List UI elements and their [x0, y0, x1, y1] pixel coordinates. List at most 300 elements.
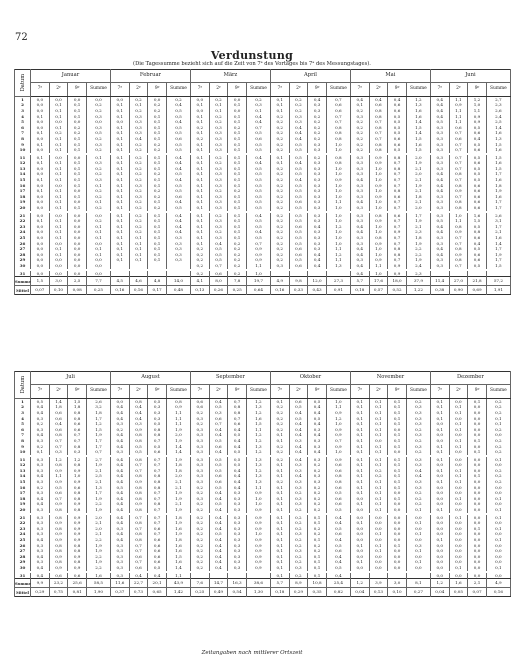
value-cell: 0,2 [110, 427, 129, 433]
daily-sum-cell: 2,1 [406, 166, 430, 172]
daily-sum-cell: 0,4 [406, 474, 430, 480]
value-cell: 0,0 [449, 537, 468, 543]
value-cell: 0,2 [289, 537, 308, 543]
value-cell: 0,1 [388, 463, 407, 469]
value-cell: 0,2 [129, 161, 148, 167]
value-cell: 0,1 [190, 230, 209, 236]
value-cell: 0,4 [289, 410, 308, 416]
value-cell: 0,0 [31, 108, 50, 114]
value-cell: 0,5 [209, 463, 228, 469]
value-cell: 0,0 [49, 183, 68, 189]
value-cell: 0,4 [110, 537, 129, 543]
value-cell: 0,7 [129, 463, 148, 469]
value-cell: 0,2 [350, 119, 369, 125]
day-number: 14 [15, 172, 31, 178]
value-cell: 0,3 [110, 526, 129, 532]
value-cell: 0,3 [289, 565, 308, 571]
value-cell: 0,1 [369, 410, 388, 416]
daily-sum-cell: 0,9 [246, 537, 270, 543]
daily-sum-cell: 1,0 [246, 532, 270, 538]
month-header: Januar [31, 70, 111, 83]
value-cell: 0,1 [49, 235, 68, 241]
value-cell: 0,0 [31, 213, 50, 219]
value-cell: 0,0 [430, 515, 449, 521]
daily-sum-cell: 0,1 [406, 548, 430, 554]
value-cell: 0,3 [228, 565, 247, 571]
value-cell: 0,1 [110, 194, 129, 200]
value-cell: 0,0 [350, 537, 369, 543]
sum-cell: 4,1 [190, 277, 209, 286]
value-cell: 0,1 [110, 252, 129, 258]
day-number: 30 [15, 263, 31, 269]
value-cell: 0,1 [110, 103, 129, 109]
daily-sum-cell: 1,0 [326, 147, 350, 153]
value-cell: 0,4 [308, 449, 327, 455]
value-cell: 0,8 [129, 433, 148, 439]
value-cell: 0,8 [68, 560, 87, 566]
value-cell: 0,2 [190, 485, 209, 491]
value-cell: 0,3 [31, 532, 50, 538]
value-cell: 0,0 [31, 136, 50, 142]
sum-cell: 5,7 [270, 579, 289, 588]
value-cell: 0,1 [449, 479, 468, 485]
value-cell: 0,7 [129, 548, 148, 554]
value-cell: 0,1 [31, 189, 50, 195]
daily-sum-cell: 1,9 [166, 496, 190, 502]
value-cell: 0,3 [209, 194, 228, 200]
value-cell: 1,1 [449, 119, 468, 125]
value-cell: 0,1 [148, 241, 167, 247]
value-cell: 0,0 [430, 502, 449, 508]
value-cell: 0,3 [308, 194, 327, 200]
value-cell: 0,0 [369, 554, 388, 560]
value-cell: 0,3 [430, 200, 449, 206]
daily-sum-cell: 0,4 [166, 103, 190, 109]
mean-cell: 0,16 [129, 286, 148, 295]
value-cell: 0,2 [190, 263, 209, 269]
value-cell: 0,4 [31, 502, 50, 508]
value-cell: 0,3 [209, 410, 228, 416]
value-cell: 0,0 [388, 449, 407, 455]
daily-sum-cell: 1,6 [246, 416, 270, 422]
value-cell: 0,0 [190, 108, 209, 114]
value-cell: 0,0 [449, 543, 468, 549]
value-cell: 0,3 [129, 125, 148, 131]
value-cell: 0,3 [350, 205, 369, 211]
daily-sum-cell: 0,1 [86, 224, 110, 230]
value-cell: 0,4 [289, 444, 308, 450]
value-cell: 0,1 [430, 507, 449, 513]
value-cell: 0,1 [190, 205, 209, 211]
day-number: 31 [15, 573, 31, 579]
column-header: 9ᵖ [148, 83, 167, 97]
value-cell: 0,0 [468, 532, 487, 538]
value-cell: 0,2 [209, 97, 228, 103]
value-cell: 0,1 [270, 537, 289, 543]
daily-sum-cell: 0,3 [406, 485, 430, 491]
value-cell: 1,0 [369, 189, 388, 195]
value-cell: 0,6 [209, 444, 228, 450]
daily-sum-cell: 0,3 [166, 258, 190, 264]
daily-sum-cell: 1,1 [326, 200, 350, 206]
value-cell: 0,8 [49, 507, 68, 513]
value-cell: 0,1 [388, 485, 407, 491]
value-cell: 0,8 [49, 543, 68, 549]
value-cell: 0,0 [350, 496, 369, 502]
value-cell: 1,0 [369, 252, 388, 258]
value-cell: 0,2 [270, 172, 289, 178]
day-number: 17 [15, 189, 31, 195]
value-cell: 0,5 [468, 172, 487, 178]
value-cell: 0,4 [129, 573, 148, 579]
value-cell: 0,4 [209, 543, 228, 549]
day-number: 14 [15, 474, 31, 480]
value-cell: 0,3 [31, 463, 50, 469]
value-cell: 0,1 [49, 108, 68, 114]
daily-sum-cell: 1,9 [86, 496, 110, 502]
value-cell: 0,1 [148, 235, 167, 241]
value-cell: 0,3 [308, 183, 327, 189]
daily-sum-cell: 0,3 [86, 114, 110, 120]
value-cell: 0,0 [68, 119, 87, 125]
value-cell: 0,2 [270, 177, 289, 183]
sum-cell: 20,1 [148, 579, 167, 588]
daily-sum-cell: 0,3 [406, 410, 430, 416]
value-cell: 0,3 [228, 491, 247, 497]
value-cell: 0,2 [270, 125, 289, 131]
value-cell: 0,0 [388, 537, 407, 543]
value-cell: 0,4 [308, 224, 327, 230]
daily-sum-cell: 1,9 [166, 427, 190, 433]
daily-sum-cell: 1,9 [406, 258, 430, 264]
value-cell: 0,0 [31, 194, 50, 200]
value-cell: 0,0 [430, 463, 449, 469]
value-cell: 0,3 [350, 241, 369, 247]
daily-sum-cell: 1,1 [166, 573, 190, 579]
daily-sum-cell: 1,6 [406, 114, 430, 120]
value-cell: 0,1 [148, 119, 167, 125]
value-cell: 0,3 [31, 507, 50, 513]
value-cell: 0,0 [430, 421, 449, 427]
column-header: 2ᵖ [129, 83, 148, 97]
value-cell: 0,3 [31, 520, 50, 526]
column-header: 7ᵃ [350, 83, 369, 97]
value-cell: 0,8 [129, 496, 148, 502]
daily-sum-cell: 0,5 [246, 194, 270, 200]
value-cell: 0,1 [430, 444, 449, 450]
sum-cell: 8,0 [209, 277, 228, 286]
value-cell: 0,7 [68, 433, 87, 439]
value-cell: 0,8 [68, 416, 87, 422]
value-cell: 0,0 [68, 263, 87, 269]
value-cell: 0,1 [190, 114, 209, 120]
value-cell: 0,3 [289, 502, 308, 508]
daily-sum-cell: 0,9 [246, 565, 270, 571]
daily-sum-cell: 2,2 [406, 246, 430, 252]
value-cell: 0,4 [31, 573, 50, 579]
value-cell: 0,0 [68, 252, 87, 258]
sum-row [15, 579, 511, 588]
value-cell: 0,1 [468, 526, 487, 532]
value-cell: 0,1 [270, 468, 289, 474]
daily-sum-cell: 1,1 [166, 421, 190, 427]
daily-sum-cell: 1,2 [326, 252, 350, 258]
daily-sum-cell: 1,3 [406, 103, 430, 109]
value-cell: 0,1 [110, 177, 129, 183]
value-cell: 0,9 [388, 271, 407, 277]
daily-sum-cell: 1,5 [486, 142, 510, 148]
value-cell: 0,3 [110, 548, 129, 554]
value-cell: 0,9 [449, 252, 468, 258]
value-cell: 0,1 [228, 200, 247, 206]
value-cell: 0,1 [449, 496, 468, 502]
value-cell: 0,3 [110, 554, 129, 560]
value-cell: 0,3 [350, 213, 369, 219]
column-header: 9ᵖ [68, 385, 87, 399]
value-cell: 0,1 [270, 474, 289, 480]
value-cell: 0,2 [308, 496, 327, 502]
value-cell: 0,3 [190, 463, 209, 469]
daily-sum-cell: 1,6 [166, 560, 190, 566]
value-cell: 0,3 [308, 235, 327, 241]
value-cell: 0,1 [369, 502, 388, 508]
value-cell: 0,1 [350, 468, 369, 474]
column-header: 7ᵃ [31, 83, 50, 97]
value-cell: 0,2 [270, 136, 289, 142]
value-cell: 0,1 [129, 235, 148, 241]
daily-sum-cell: 0,1 [86, 200, 110, 206]
value-cell: 0,2 [308, 507, 327, 513]
daily-sum-cell: 1,3 [246, 457, 270, 463]
daily-sum-cell: 2,1 [166, 502, 190, 508]
daily-sum-cell: 2,0 [166, 433, 190, 439]
value-cell: 0,9 [468, 114, 487, 120]
value-cell: 0,2 [129, 108, 148, 114]
value-cell: 0,1 [449, 438, 468, 444]
daily-sum-cell: 2,0 [166, 474, 190, 480]
daily-sum-cell: 1,0 [326, 194, 350, 200]
value-cell: 0,0 [468, 468, 487, 474]
daily-sum-cell: 0,5 [326, 565, 350, 571]
column-header: 7ᵃ [350, 385, 369, 399]
month-header: Oktober [270, 372, 350, 385]
value-cell: 0,6 [148, 537, 167, 543]
column-header: 2ᵖ [289, 83, 308, 97]
daily-sum-cell: 0,5 [166, 147, 190, 153]
daily-sum-cell: 0,1 [406, 560, 430, 566]
value-cell: 0,5 [209, 532, 228, 538]
value-cell: 0,1 [31, 161, 50, 167]
mean-cell: 0,64 [246, 286, 270, 295]
daily-sum-cell: 0,1 [486, 537, 510, 543]
sum-cell: 4,5 [110, 277, 129, 286]
value-cell: 0,1 [228, 183, 247, 189]
mean-cell: 0,08 [68, 286, 87, 295]
value-cell: 0,3 [148, 405, 167, 411]
daily-sum-cell: 0,9 [246, 560, 270, 566]
daily-sum-cell: 0,6 [326, 496, 350, 502]
value-cell: 0,3 [350, 258, 369, 264]
value-cell: 0,5 [289, 213, 308, 219]
daily-sum-cell: 0,0 [406, 565, 430, 571]
value-cell: 0,2 [190, 560, 209, 566]
daily-sum-cell: 0,5 [166, 172, 190, 178]
value-cell: 0,4 [110, 502, 129, 508]
value-cell: 0,6 [148, 543, 167, 549]
value-cell: 0,1 [68, 114, 87, 120]
value-cell: 0,5 [468, 263, 487, 269]
value-cell: 0,0 [468, 405, 487, 411]
value-cell: 0,6 [388, 136, 407, 142]
value-cell: 0,2 [209, 155, 228, 161]
daily-sum-cell: 1,0 [326, 189, 350, 195]
daily-sum-cell: 0,2 [406, 502, 430, 508]
value-cell: 1,4 [49, 399, 68, 405]
value-cell: 0,1 [308, 573, 327, 579]
daily-sum-cell: 3,2 [86, 405, 110, 411]
value-cell: 0,1 [270, 502, 289, 508]
value-cell: 0,7 [129, 468, 148, 474]
value-cell: 0,1 [430, 537, 449, 543]
value-cell: 0,1 [148, 125, 167, 131]
daily-sum-cell: 1,0 [326, 218, 350, 224]
value-cell: 0,0 [49, 97, 68, 103]
daily-sum-cell: 1,1 [166, 416, 190, 422]
daily-sum-cell: 1,3 [86, 485, 110, 491]
value-cell: 0,7 [388, 200, 407, 206]
daily-sum-cell: 0,6 [246, 136, 270, 142]
mean-cell: 0,27 [406, 588, 430, 597]
daily-sum-cell: 0,5 [246, 224, 270, 230]
value-cell: 0,4 [289, 131, 308, 137]
daily-sum-cell: 1,8 [166, 515, 190, 521]
value-cell: 0,3 [31, 543, 50, 549]
value-cell: 0,2 [190, 421, 209, 427]
datum-header [15, 372, 31, 399]
value-cell: 0,9 [129, 502, 148, 508]
daily-sum-cell: 1,0 [326, 230, 350, 236]
daily-sum-cell: 1,0 [326, 399, 350, 405]
value-cell: 0,2 [289, 97, 308, 103]
value-cell: 0,3 [430, 155, 449, 161]
value-cell: 0,8 [369, 125, 388, 131]
day-number: 23 [15, 526, 31, 532]
daily-sum-cell: 2,6 [486, 108, 510, 114]
value-cell: 0,7 [369, 131, 388, 137]
value-cell: 0,0 [388, 427, 407, 433]
value-cell: 0,3 [308, 205, 327, 211]
value-cell: 0,0 [468, 502, 487, 508]
value-cell: 0,1 [430, 427, 449, 433]
value-cell: 0,9 [68, 515, 87, 521]
value-cell: 0,0 [68, 224, 87, 230]
value-cell: 0,2 [350, 147, 369, 153]
value-cell: 0,4 [209, 496, 228, 502]
value-cell: 0,9 [49, 520, 68, 526]
daily-sum-cell: 0,3 [166, 241, 190, 247]
value-cell: 0,2 [270, 449, 289, 455]
value-cell: 0,0 [68, 155, 87, 161]
value-cell: 0,2 [190, 502, 209, 508]
value-cell: 0,1 [68, 161, 87, 167]
value-cell: 0,1 [449, 405, 468, 411]
value-cell: 0,0 [430, 433, 449, 439]
value-cell: 0,2 [308, 463, 327, 469]
value-cell: 1,1 [449, 97, 468, 103]
value-cell: 0,6 [468, 194, 487, 200]
value-cell: 0,9 [49, 532, 68, 538]
daily-sum-cell: 0,4 [166, 155, 190, 161]
value-cell: 0,0 [468, 543, 487, 549]
daily-sum-cell: 2,0 [406, 155, 430, 161]
value-cell: 0,0 [31, 241, 50, 247]
value-cell: 0,8 [68, 410, 87, 416]
day-number: 25 [15, 235, 31, 241]
daily-sum-cell: 0,8 [326, 125, 350, 131]
value-cell: 0,3 [350, 194, 369, 200]
value-cell: 0,2 [148, 194, 167, 200]
value-cell: 0,5 [468, 224, 487, 230]
value-cell: 0,2 [289, 573, 308, 579]
value-cell: 0,3 [308, 161, 327, 167]
value-cell: 0,3 [308, 241, 327, 247]
value-cell: 0,4 [308, 263, 327, 269]
value-cell: 0,6 [388, 194, 407, 200]
day-number: 24 [15, 230, 31, 236]
value-cell: 0,1 [270, 554, 289, 560]
daily-sum-cell: 0,6 [326, 532, 350, 538]
value-cell: 0,2 [308, 468, 327, 474]
value-cell: 0,5 [49, 485, 68, 491]
value-cell: 0,2 [289, 507, 308, 513]
value-cell: 0,1 [350, 479, 369, 485]
daily-sum-cell: 0,0 [486, 554, 510, 560]
value-cell: 0,4 [209, 241, 228, 247]
daily-sum-cell: 0,4 [326, 537, 350, 543]
mean-cell: 0,05 [449, 588, 468, 597]
value-cell: 0,6 [49, 491, 68, 497]
daily-sum-cell: 0,4 [406, 468, 430, 474]
value-cell: 0,4 [110, 479, 129, 485]
value-cell: 0,1 [148, 131, 167, 137]
value-cell: 0,4 [31, 496, 50, 502]
value-cell: 0,3 [31, 427, 50, 433]
daily-sum-cell: 1,7 [86, 491, 110, 497]
daily-sum-cell: 0,5 [246, 183, 270, 189]
value-cell: 0,2 [129, 147, 148, 153]
mean-cell: 0,69 [468, 286, 487, 295]
value-cell: 0,8 [148, 433, 167, 439]
value-cell: 0,2 [308, 543, 327, 549]
value-cell: 0,2 [350, 125, 369, 131]
value-cell: 0,1 [350, 474, 369, 480]
mean-cell: 0,82 [326, 588, 350, 597]
value-cell: 0,5 [308, 416, 327, 422]
daily-sum-cell: 0,6 [326, 502, 350, 508]
value-cell: 0,8 [68, 548, 87, 554]
value-cell: 0,4 [430, 114, 449, 120]
value-cell: 0,3 [350, 189, 369, 195]
mean-cell: 0,57 [369, 286, 388, 295]
daily-sum-cell: 0,3 [166, 235, 190, 241]
daily-sum-cell: 1,6 [406, 142, 430, 148]
column-header: 9ᵖ [68, 83, 87, 97]
column-header: 2ᵖ [369, 385, 388, 399]
value-cell: 0,4 [228, 427, 247, 433]
mean-cell: 0,16 [486, 588, 510, 597]
daily-sum-cell: 1,8 [86, 410, 110, 416]
value-cell: 0,9 [49, 565, 68, 571]
